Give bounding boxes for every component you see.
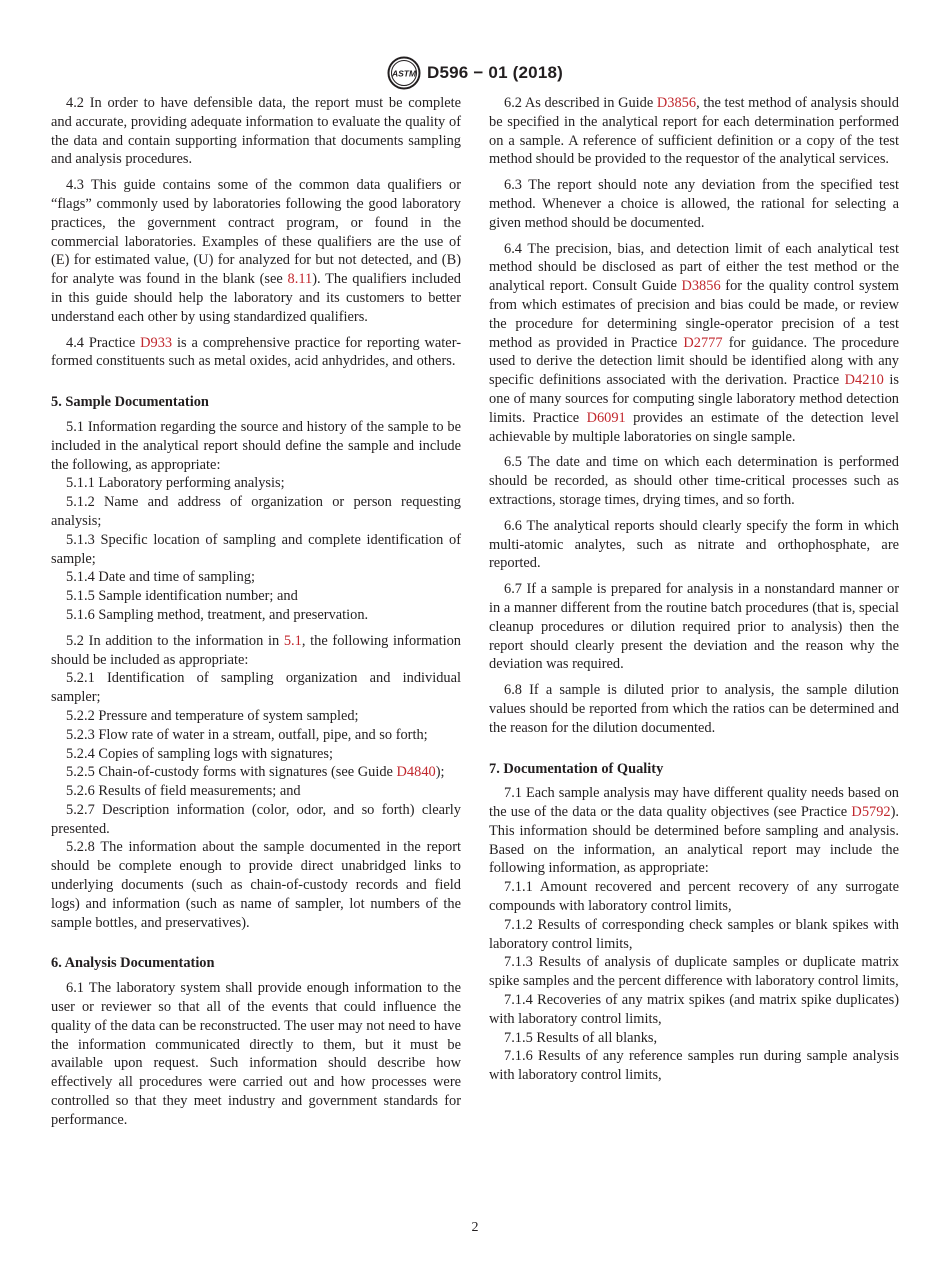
ref-link-8-11[interactable]: 8.11 bbox=[287, 271, 313, 288]
paragraph-5-2-5: 5.2.5 Chain-of-custody forms with signatures (see Guide D4840); bbox=[66, 764, 445, 781]
document-designation: D596 − 01 (2018) bbox=[427, 63, 563, 82]
astm-logo-icon bbox=[387, 56, 421, 90]
paragraph-5-2-7: 5.2.7 Description information (color, odor, and so forth) clearly presented. bbox=[51, 801, 461, 837]
page-number: 2 bbox=[471, 1220, 479, 1235]
paragraph-5-2-1: 5.2.1 Identification of sampling organization and individual sampler; bbox=[51, 670, 461, 706]
paragraph-7-1-3: 7.1.3 Results of analysis of duplicate samples or duplicate matrix spike samples and the percent difference with laboratory control limits, bbox=[489, 954, 899, 990]
paragraph-6-1: 6.1 The laboratory system shall provide enough information to the user or reviewer so that all of the events that could influence the quality of the data can be reconstructed. The user may not need to have the information communicated directly to them, but it must be available upon request. Such information should describe how effectively all procedures were carried out and how processes were controlled so that they meet industry and government standards for performance. bbox=[51, 980, 461, 1128]
paragraph-5-1-5: 5.1.5 Sample identification number; and bbox=[66, 588, 298, 605]
paragraph-5-1: 5.1 Information regarding the source and history of the sample to be included in the analytical report should define the sample and include the following, as appropriate: bbox=[51, 418, 461, 473]
paragraph-7-1-2: 7.1.2 Results of corresponding check samples or blank spikes with laboratory control limits, bbox=[489, 916, 899, 952]
paragraph-7-1-5: 7.1.5 Results of all blanks, bbox=[504, 1029, 658, 1046]
paragraph-4-3: 4.3 This guide contains some of the common data qualifiers or “flags” commonly used by laboratories following the good laboratory practices, the government contract program, or found in the commercial laboratories. Examples of these qualifiers are the use of (E) for estimated value, (U) for analyzed for but not detected, and (B) for analyte was found in the blank (see 8.11). The qualifiers included in this guide should help the laboratory and its customers to better understand each other by using standardized qualifiers. bbox=[51, 177, 461, 325]
paragraph-5-2-2: 5.2.2 Pressure and temperature of system sampled; bbox=[66, 707, 359, 724]
section-heading-6: 6. Analysis Documentation bbox=[51, 955, 215, 972]
section-heading-7: 7. Documentation of Quality bbox=[489, 760, 664, 777]
paragraph-7-1-1: 7.1.1 Amount recovered and percent recovery of any surrogate compounds with laboratory control limits, bbox=[489, 879, 899, 915]
ref-link-d3856[interactable]: D3856 bbox=[681, 278, 721, 295]
paragraph-6-2: 6.2 As described in Guide D3856, the test method of analysis should be specified in the analytical report for each determination performed on a sample. A reference of sufficient definition or a copy of the test method should be provided to the requestor of the analytical services. bbox=[489, 95, 899, 168]
paragraph-4-2: 4.2 In order to have defensible data, the report must be complete and accurate, providing adequate information to evaluate the quality of the data and contain supporting information that documents sampling and analysis procedures. bbox=[51, 95, 461, 168]
ref-link-d3856[interactable]: D3856 bbox=[656, 95, 697, 111]
paragraph-6-5: 6.5 The date and time on which each determination is performed should be recorded, as should other time-critical processes such as extractions, storage times, drying times, and so forth. bbox=[489, 454, 899, 508]
paragraph-5-2-4: 5.2.4 Copies of sampling logs with signatures; bbox=[66, 745, 334, 762]
ref-link-d5792[interactable]: D5792 bbox=[851, 804, 891, 821]
ref-link-d4840[interactable]: D4840 bbox=[396, 764, 436, 781]
paragraph-7-1-4: 7.1.4 Recoveries of any matrix spikes (and matrix spike duplicates) with laboratory control limits, bbox=[489, 992, 899, 1027]
paragraph-5-1-1: 5.1.1 Laboratory performing analysis; bbox=[66, 475, 285, 492]
paragraph-5-1-2: 5.1.2 Name and address of organization or person requesting analysis; bbox=[51, 494, 461, 529]
paragraph-6-3: 6.3 The report should note any deviation from the specified test method. Whenever a choice is allowed, the rational for selecting a given method should be documented. bbox=[489, 177, 899, 231]
ref-link-d4210[interactable]: D4210 bbox=[844, 372, 884, 389]
right-column bbox=[489, 94, 899, 1085]
paragraph-7-1: 7.1 Each sample analysis may have different quality needs based on the use of the data or the data quality objectives (see Practice D5792). This information should be determined before sampling and analysis. Based on the information, an analytical report may include the following information, as appropriate: bbox=[489, 785, 899, 877]
left-column bbox=[51, 94, 461, 1137]
ref-link-d6091[interactable]: D6091 bbox=[586, 409, 626, 426]
ref-link-d933[interactable]: D933 bbox=[140, 334, 173, 351]
paragraph-6-7: 6.7 If a sample is prepared for analysis in a nonstandard manner or in a manner different from the routine batch procedures (that is, special cleanup procedures or dilution required prior to analysis) then the report should clearly present the deviation and the reason why the deviation was required. bbox=[489, 581, 899, 673]
paragraph-5-1-4: 5.1.4 Date and time of sampling; bbox=[66, 569, 256, 586]
paragraph-6-6: 6.6 The analytical reports should clearly specify the form in which multi-atomic analytes, such as nitrate and orthophosphate, are reported. bbox=[489, 517, 899, 572]
paragraph-5-2-6: 5.2.6 Results of field measurements; and bbox=[66, 783, 301, 800]
paragraph-5-2: 5.2 In addition to the information in 5.1, the following information should be included as appropriate: bbox=[51, 632, 461, 668]
ref-link-5-1[interactable]: 5.1 bbox=[283, 632, 302, 649]
paragraph-5-2-8: 5.2.8 The information about the sample documented in the report should be complete enough to provide direct unabridged links to underlying documents (such as chain-of-custody records and field logs) and information (such as name of sampler, lot numbers of the sample bottles, and preservatives). bbox=[51, 839, 461, 931]
section-heading-5: 5. Sample Documentation bbox=[51, 394, 209, 411]
paragraph-5-1-6: 5.1.6 Sampling method, treatment, and preservation. bbox=[66, 606, 369, 623]
astm-logo-text: ASTM bbox=[391, 68, 417, 79]
ref-link-d2777[interactable]: D2777 bbox=[683, 334, 723, 351]
paragraph-4-4: 4.4 Practice D933 is a comprehensive practice for reporting water-formed constituents such as metal oxides, acid anhydrides, and others. bbox=[51, 334, 461, 370]
paragraph-6-8: 6.8 If a sample is diluted prior to analysis, the sample dilution values should be reported from which the ratios can be determined and the reason for the dilution documented. bbox=[489, 682, 899, 736]
paragraph-5-2-3: 5.2.3 Flow rate of water in a stream, outfall, pipe, and so forth; bbox=[66, 726, 428, 743]
paragraph-6-4: 6.4 The precision, bias, and detection limit of each analytical test method should be disclosed as part of either the test method or the analytical report. Consult Guide D3856 for the quality control system from which estimates of precision and bias could be made, or review the procedure for determining single-operator precision of a test method as provided in Practice D2777 for guidance. The procedure used to derive the detection limit should be identified along with any specific definitions associated with the derivation. Practice D4210 is one of many sources for computing single laboratory method detection limits. Practice D6091 provides an estimate of the detection level achievable by multiple laboratories on single sample. bbox=[489, 240, 900, 445]
paragraph-7-1-6: 7.1.6 Results of any reference samples run during sample analysis with laboratory control limits, bbox=[489, 1048, 899, 1084]
page-header bbox=[0, 56, 950, 90]
paragraph-5-1-3: 5.1.3 Specific location of sampling and complete identification of sample; bbox=[51, 531, 461, 567]
